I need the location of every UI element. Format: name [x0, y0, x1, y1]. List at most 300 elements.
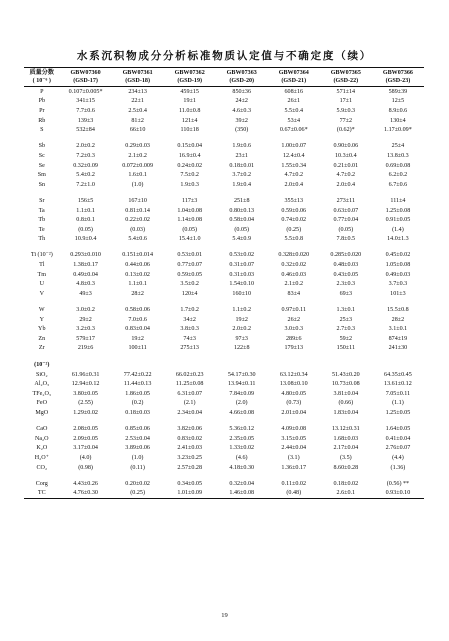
element-name: MgO	[35, 409, 49, 416]
certified-value: 0.34±0.05	[177, 480, 203, 487]
certified-value: 0.80±0.13	[229, 207, 255, 214]
element-name: P	[40, 88, 44, 95]
certified-value: 122±8	[233, 345, 250, 352]
certified-value: 16.9±0.4	[178, 152, 201, 159]
certified-value: 66.02±0.23	[175, 371, 204, 378]
certified-value: 0.32±0.09	[73, 162, 98, 169]
table-row	[24, 196, 424, 206]
certified-value: 0.45±0.02	[385, 252, 411, 259]
certified-value: 2.57±0.28	[177, 464, 203, 471]
certified-value: 1.54±0.10	[229, 281, 255, 288]
certified-value: 4.66±0.08	[229, 409, 255, 416]
element-name: Zr	[38, 345, 45, 352]
certified-value: (0.05)	[338, 226, 354, 233]
certified-value: 1.29±0.02	[73, 409, 98, 416]
element-name: Corg	[35, 480, 48, 487]
certified-value: 117±3	[182, 197, 198, 204]
certified-value: 4.76±0.30	[60, 489, 112, 499]
certified-value: 2.17±0.04	[333, 445, 359, 452]
certified-value: 0.93±0.10	[372, 489, 424, 499]
certified-value: 2.5±0.4	[128, 107, 147, 114]
page-number: 19	[221, 612, 228, 619]
certified-value: 81±2	[131, 117, 144, 124]
certified-value: 2.08±0.05	[73, 426, 98, 433]
certified-value: 0.15±0.04	[177, 143, 203, 150]
certified-value: 3.23±0.25	[177, 454, 203, 461]
certified-value: 17±1	[339, 98, 353, 105]
certified-value: 13.8±0.3	[387, 152, 409, 159]
header-line: 质量分数	[29, 70, 54, 76]
row-spacer	[24, 353, 424, 360]
section-unit-row	[24, 360, 424, 370]
certified-value: 25±3	[339, 316, 353, 323]
table-row	[24, 463, 424, 473]
certified-value: 0.43±0.05	[333, 271, 359, 278]
certified-value: 2.0±0.4	[284, 181, 304, 188]
certified-value: 5.4±0.9	[232, 236, 252, 243]
certified-value: 4.7±0.2	[284, 172, 304, 179]
table-row	[24, 215, 424, 225]
table-row	[24, 453, 424, 463]
element-name: Se	[38, 162, 45, 169]
certified-value: (350)	[235, 127, 249, 134]
page-title: 水系沉积物成分分析标准物质认定值与不确定度（续）	[76, 50, 373, 62]
table-row	[24, 87, 424, 97]
certified-value: 275±13	[180, 345, 199, 352]
certified-value: 874±19	[388, 335, 408, 342]
certified-value: 0.20±0.02	[125, 480, 150, 487]
element-name: Zn	[38, 335, 46, 342]
element-name: K₂O	[36, 445, 48, 452]
certified-value: 5.5±0.4	[284, 107, 304, 114]
certified-value: 0.31±0.07	[229, 262, 255, 269]
element-name: Sc	[38, 152, 45, 159]
header-line: ( 10⁻⁶ )	[32, 78, 51, 84]
certified-value: 273±11	[336, 197, 355, 204]
header-standard-5	[268, 68, 320, 87]
certified-value: 3.89±0.06	[125, 445, 150, 452]
certified-value: 2.0±0.2	[232, 326, 252, 333]
table-row	[24, 344, 424, 354]
table-row	[24, 170, 424, 180]
table-row	[24, 305, 424, 315]
standard-label: (GSD-17)	[73, 78, 98, 84]
standard-code: GBW07361	[122, 70, 153, 76]
certified-value: 7.84±0.09	[229, 390, 255, 397]
certified-value: 0.13±0.02	[125, 271, 150, 278]
row-spacer	[24, 299, 424, 306]
certified-value: 13.94±0.11	[227, 381, 256, 388]
table-row	[24, 370, 424, 380]
certified-value: 59±2	[339, 335, 353, 342]
certified-value: 1.1±0.2	[232, 307, 252, 314]
certified-value: 0.81±0.14	[125, 207, 150, 214]
certified-value: 7.7±0.6	[76, 107, 95, 114]
certified-value: 1.9±0.4	[232, 181, 252, 188]
certified-value: 19±2	[235, 316, 248, 323]
certified-value: 1.17±0.09*	[384, 127, 412, 134]
certified-value: 0.83±0.04	[125, 326, 150, 333]
certified-value: 0.74±0.02	[281, 217, 307, 224]
certified-value: 5.4±0.6	[128, 236, 147, 243]
certified-value: 4.80±0.05	[281, 390, 307, 397]
element-name: Y	[39, 316, 44, 323]
certified-value: (3.1)	[287, 454, 300, 461]
certified-value: 241±30	[388, 345, 408, 352]
certified-value: 1.46±0.08	[216, 489, 268, 499]
certified-value: 0.18±0.02	[333, 480, 359, 487]
table-row	[24, 235, 424, 245]
certified-value: (0.66)	[338, 400, 354, 407]
certified-value: 0.32±0.04	[229, 480, 255, 487]
spacer-cell	[24, 135, 424, 142]
standard-label: (GSD-19)	[177, 78, 203, 84]
certified-value: 1.86±0.05	[125, 390, 150, 397]
certified-value: 1.7±0.2	[180, 307, 199, 314]
certified-value: 1.6±0.1	[128, 172, 147, 179]
element-name: Tm	[37, 271, 47, 278]
certified-value: 1.9±0.3	[180, 181, 199, 188]
certified-value: 2.6±0.1	[320, 489, 372, 499]
certified-value: 97±3	[235, 335, 248, 342]
certified-value: 15.5±0.8	[387, 307, 409, 314]
certified-value: 4.8±0.3	[76, 281, 95, 288]
certified-value: 160±10	[232, 290, 252, 297]
element-name: Ti (10⁻²)	[30, 252, 53, 259]
certified-value: 64.35±0.45	[384, 371, 412, 378]
certified-value: 2.34±0.04	[177, 409, 203, 416]
element-name: CO₂	[36, 464, 48, 471]
certified-value: 3.2±0.3	[76, 326, 95, 333]
row-spacer	[24, 135, 424, 142]
certified-value: 130±4	[390, 117, 406, 124]
certified-value: 0.69±0.08	[385, 162, 411, 169]
certified-value: 39±2	[235, 117, 248, 124]
certified-value: 0.91±0.05	[385, 217, 411, 224]
element-name: Th	[38, 236, 46, 243]
certified-value: 49±3	[79, 290, 92, 297]
certified-value: 0.85±0.06	[125, 426, 150, 433]
table-row	[24, 444, 424, 454]
certified-value: 69±3	[339, 290, 353, 297]
standard-label: (GSD-23)	[385, 78, 411, 84]
certified-value: 7.5±0.2	[180, 172, 199, 179]
certified-value: 22±1	[131, 98, 144, 105]
header-standard-7	[372, 68, 424, 87]
certified-value: 34±2	[183, 316, 196, 323]
certified-value: 2.09±0.05	[73, 435, 98, 442]
certified-value: 23±1	[235, 152, 248, 159]
header-standard-6	[320, 68, 372, 87]
certified-value: 7.2±1.0	[76, 181, 95, 188]
table-row	[24, 161, 424, 171]
certified-value: 1.33±0.02	[229, 445, 255, 452]
certified-value: 13.61±0.12	[384, 381, 412, 388]
certified-value: 0.83±0.02	[177, 435, 203, 442]
certified-value: (1.4)	[392, 226, 404, 233]
certified-value: (0.98)	[78, 464, 93, 471]
element-name: W	[38, 307, 45, 314]
certified-value: 0.072±0.009	[122, 162, 154, 169]
table-header	[24, 68, 424, 87]
table-row	[24, 251, 424, 261]
standard-code: GBW07363	[226, 70, 257, 76]
certified-value: 850±36	[232, 88, 252, 95]
certified-value: 100±11	[128, 345, 147, 352]
certified-value: (1.36)	[390, 464, 406, 471]
element-name: Al₂O₃	[34, 381, 50, 388]
table-row	[24, 270, 424, 280]
certified-value: 1.68±0.03	[333, 435, 359, 442]
certified-value: 10.9±0.4	[74, 236, 97, 243]
certified-value: (0.25)	[286, 226, 302, 233]
header-standard-3	[164, 68, 216, 87]
certified-value: 0.67±0.06*	[279, 127, 308, 134]
certified-value: 2.1±0.2	[284, 281, 304, 288]
spacer-cell	[24, 418, 424, 425]
certified-value: 2.3±0.3	[336, 281, 356, 288]
certified-value: 2.7±0.3	[336, 326, 356, 333]
certified-value: 3.0±0.2	[76, 307, 95, 314]
element-name: Rb	[38, 117, 46, 124]
standard-label: (GSD-21)	[281, 78, 307, 84]
certified-value: 28±2	[131, 290, 144, 297]
certified-value: (0.05)	[182, 226, 198, 233]
certified-value: (0.11)	[130, 464, 145, 471]
certified-value: 1.55±0.34	[281, 162, 307, 169]
reference-value-table	[24, 67, 424, 499]
standard-code: GBW07362	[174, 70, 205, 76]
spacer-cell	[60, 360, 424, 370]
certified-value: 12.94±0.12	[71, 381, 100, 388]
row-spacer	[24, 244, 424, 251]
table-row	[24, 479, 424, 489]
certified-value: 0.107±0.005*	[68, 88, 103, 95]
element-name: Te	[38, 226, 45, 233]
certified-value: 7.0±0.6	[128, 316, 147, 323]
certified-value: 459±15	[180, 88, 199, 95]
certified-value: 7.8±0.5	[336, 236, 356, 243]
certified-value: 121±4	[181, 117, 198, 124]
element-name: V	[39, 290, 44, 297]
certified-value: 12.4±0.4	[282, 152, 305, 159]
element-name: SiO₂	[35, 371, 48, 378]
certified-value: 4.18±0.30	[229, 464, 255, 471]
certified-value: 0.8±0.1	[76, 217, 95, 224]
certified-value: 3.7±0.3	[388, 281, 408, 288]
section-unit-label: (10⁻²)	[34, 361, 50, 368]
spacer-cell	[24, 472, 424, 479]
element-name: Na₂O	[34, 435, 49, 442]
standard-label: (GSD-20)	[229, 78, 255, 84]
element-name: TFe₂O₃	[32, 390, 52, 397]
table-row	[24, 324, 424, 334]
header-standard-2	[112, 68, 164, 87]
element-name: Pb	[38, 98, 45, 105]
certified-value: (0.2)	[131, 400, 144, 407]
certified-value: (1.0)	[131, 181, 144, 188]
table-row	[24, 399, 424, 409]
certified-value: 1.25±0.05	[385, 409, 411, 416]
element-name: Tb	[38, 217, 46, 224]
standard-code: GBW07365	[330, 70, 361, 76]
certified-value: 26±1	[287, 98, 301, 105]
certified-value: (2.55)	[78, 400, 93, 407]
certified-value: 6.2±0.2	[388, 172, 408, 179]
certified-value: 532±84	[76, 127, 95, 134]
table-row	[24, 125, 424, 135]
table-row	[24, 180, 424, 190]
certified-value: 0.328±0.020	[278, 252, 310, 259]
table-row	[24, 116, 424, 126]
certified-value: 0.97±0.11	[281, 307, 306, 314]
certified-value: (1.0)	[131, 454, 144, 461]
table-body	[24, 87, 424, 499]
certified-value: 0.58±0.06	[125, 307, 150, 314]
certified-value: 0.63±0.07	[333, 207, 359, 214]
certified-value: 0.31±0.03	[229, 271, 255, 278]
certified-value: (3.5)	[339, 454, 352, 461]
certified-value: 3.80±0.05	[73, 390, 98, 397]
certified-value: 139±3	[77, 117, 94, 124]
element-name: Ta	[38, 207, 45, 214]
table-row	[24, 97, 424, 107]
certified-value: 13.12±0.31	[331, 426, 360, 433]
certified-value: 5.36±0.12	[229, 426, 255, 433]
certified-value: 234±13	[128, 88, 147, 95]
certified-value: 26±2	[287, 316, 301, 323]
certified-value: 101±3	[390, 290, 406, 297]
row-spacer	[24, 190, 424, 197]
certified-value: 289±6	[286, 335, 302, 342]
standard-code: GBW07364	[278, 70, 309, 76]
certified-value: 0.18±0.01	[229, 162, 255, 169]
certified-value: 1.64±0.05	[385, 426, 411, 433]
certified-value: 24±2	[235, 98, 248, 105]
certified-value: (0.62)*	[336, 127, 355, 134]
certified-value: 2.53±0.04	[125, 435, 150, 442]
certified-value: 0.285±0.020	[330, 252, 362, 259]
certified-value: 61.96±0.31	[71, 371, 100, 378]
certified-value: 1.05±0.08	[385, 262, 411, 269]
certified-value: 0.58±0.04	[229, 217, 255, 224]
certified-value: 1.1±0.1	[128, 281, 147, 288]
certified-value: 579±17	[76, 335, 95, 342]
certified-value: 0.21±0.01	[333, 162, 359, 169]
certified-value: 29±2	[79, 316, 92, 323]
certified-value: 3.17±0.04	[73, 445, 98, 452]
certified-value: 28±2	[391, 316, 405, 323]
certified-value: 53±4	[287, 117, 301, 124]
spacer-cell	[24, 244, 424, 251]
table-row	[24, 389, 424, 399]
certified-value: 10.73±0.08	[331, 381, 360, 388]
certified-value: (1.1)	[392, 400, 404, 407]
certified-value: 1.01±0.09	[164, 489, 216, 499]
certified-value: 74±3	[183, 335, 196, 342]
certified-value: 110±18	[180, 127, 199, 134]
certified-value: 54.17±0.30	[227, 371, 256, 378]
certified-value: 51.43±0.20	[331, 371, 360, 378]
certified-value: 1.14±0.08	[177, 217, 203, 224]
certified-value: 7.05±0.11	[385, 390, 411, 397]
certified-value: 0.77±0.07	[177, 262, 203, 269]
element-name: S	[40, 127, 44, 134]
element-name: Sn	[38, 181, 45, 188]
certified-value: 0.293±0.010	[70, 252, 101, 259]
certified-value: 14.0±1.3	[387, 236, 409, 243]
certified-value: 11.0±0.8	[178, 107, 201, 114]
certified-value: 1.04±0.08	[177, 207, 203, 214]
element-name: CaO	[36, 426, 48, 433]
certified-value: 1.00±0.07	[281, 143, 307, 150]
certified-value: 5.4±0.2	[76, 172, 95, 179]
certified-value: (2.1)	[183, 400, 196, 407]
table-row	[24, 206, 424, 216]
certified-value: 1.25±0.08	[385, 207, 411, 214]
certified-value: 0.59±0.06	[281, 207, 307, 214]
row-spacer	[24, 418, 424, 425]
certified-value: 3.0±0.3	[284, 326, 304, 333]
certified-value: (4.6)	[235, 454, 248, 461]
standard-label: (GSD-18)	[125, 78, 150, 84]
element-name: FeO	[36, 400, 48, 407]
certified-value: 2.0±0.2	[76, 143, 95, 150]
certified-value: 111±4	[390, 197, 406, 204]
certified-value: 5.5±0.8	[284, 236, 304, 243]
certified-value: 0.77±0.04	[333, 217, 359, 224]
table-row	[24, 279, 424, 289]
certified-value: 0.53±0.02	[229, 252, 255, 259]
certified-value: 0.46±0.03	[281, 271, 307, 278]
certified-value: (4.0)	[79, 454, 92, 461]
certified-value: 4.6±0.3	[232, 107, 252, 114]
table-row	[24, 334, 424, 344]
certified-value: 0.22±0.02	[125, 217, 150, 224]
element-name: TC	[24, 489, 60, 499]
certified-value: 2.44±0.04	[281, 445, 307, 452]
table-row	[24, 408, 424, 418]
certified-value: 11.25±0.08	[175, 381, 204, 388]
spacer-cell	[24, 190, 424, 197]
certified-value: 156±5	[77, 197, 94, 204]
certified-value: (0.48)	[268, 489, 320, 499]
certified-value: 1.36±0.17	[281, 464, 307, 471]
certified-value: 0.29±0.03	[125, 143, 150, 150]
certified-value: 179±13	[284, 345, 304, 352]
certified-value: 6.7±0.6	[388, 181, 408, 188]
certified-value: 0.24±0.02	[177, 162, 203, 169]
certified-value: (2.0)	[235, 400, 248, 407]
element-name: Pr	[39, 107, 45, 114]
certified-value: 0.41±0.04	[385, 435, 411, 442]
certified-value: 4.43±0.26	[73, 480, 98, 487]
certified-value: 10.3±0.4	[335, 152, 357, 159]
certified-value: 7.2±0.3	[76, 152, 95, 159]
certified-value: 0.44±0.06	[125, 262, 150, 269]
certified-value: 1.1±0.1	[76, 207, 95, 214]
element-name: H₂O⁺	[34, 454, 49, 461]
certified-value: 2.0±0.4	[336, 181, 356, 188]
certified-value: 6.31±0.07	[177, 390, 203, 397]
certified-value: 83±4	[287, 290, 301, 297]
certified-value: 3.8±0.3	[180, 326, 199, 333]
certified-value: 3.7±0.2	[232, 172, 252, 179]
table-row	[24, 225, 424, 235]
table-row	[24, 142, 424, 152]
certified-value: 11.44±0.13	[123, 381, 152, 388]
certified-value: (0.03)	[130, 226, 145, 233]
